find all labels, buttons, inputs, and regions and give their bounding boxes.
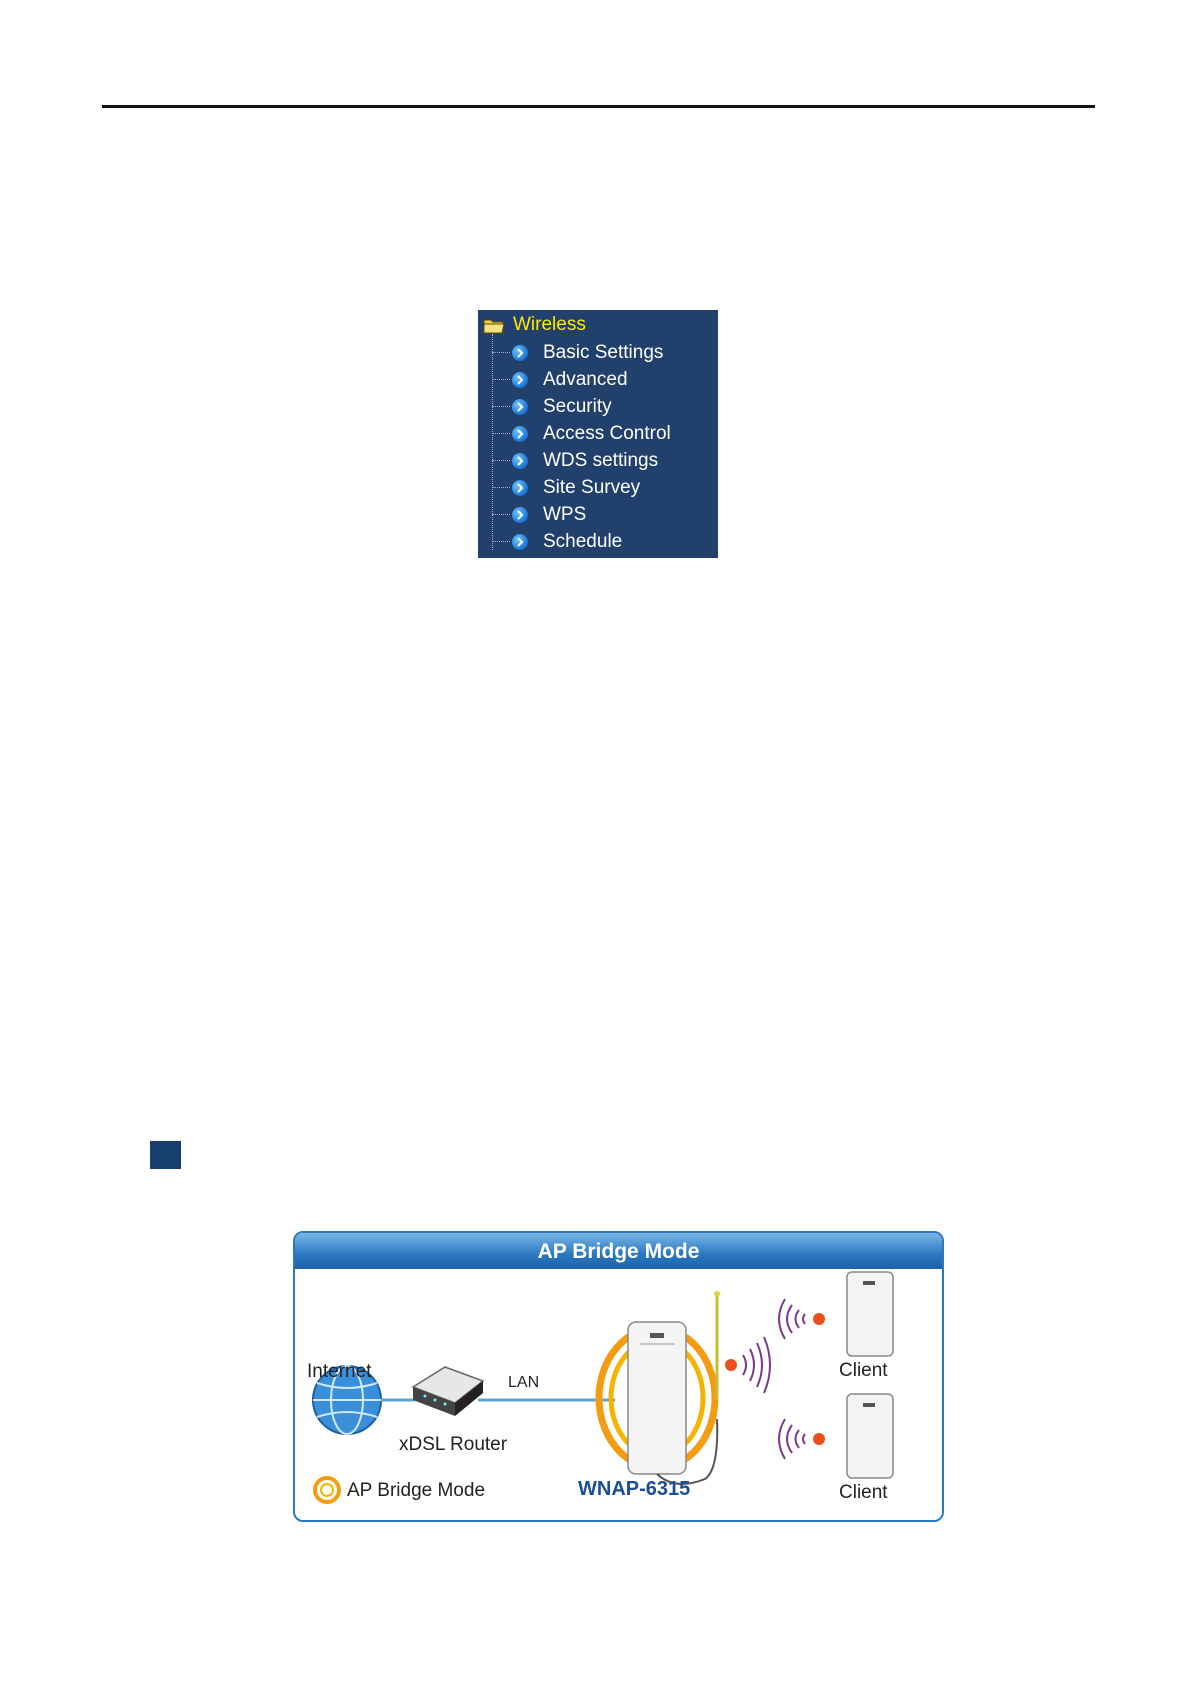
section-bullet [150,1141,181,1169]
chevron-right-icon [512,480,528,496]
menu-title-wireless[interactable] [483,313,586,337]
client-device-icon [779,1394,893,1478]
ap-bridge-diagram [293,1231,944,1522]
menu-item-label: Schedule [543,530,623,552]
chevron-right-icon [512,345,528,361]
internet-label: Internet [307,1361,372,1382]
lan-label: LAN [508,1374,540,1391]
folder-icon [483,317,505,334]
chevron-right-icon [512,372,528,388]
client-label-2: Client [839,1482,888,1503]
legend-ring-icon [315,1478,339,1502]
menu-item-schedule[interactable] [478,528,622,555]
menu-item-label: WDS settings [543,449,659,471]
menu-item-wps[interactable] [478,501,586,528]
client-device-icon [779,1272,893,1356]
menu-item-advanced[interactable] [478,366,628,393]
menu-item-label: Advanced [543,368,628,390]
client-label-1: Client [839,1360,888,1381]
chevron-right-icon [512,507,528,523]
menu-item-basic-settings[interactable] [478,339,663,366]
menu-item-access-control[interactable] [478,420,671,447]
router-icon [413,1367,483,1416]
device-model-label: WNAP-6315 [578,1478,691,1500]
diagram-title: AP Bridge Mode [295,1233,942,1269]
menu-item-label: Basic Settings [543,341,664,363]
menu-item-security[interactable] [478,393,612,420]
chevron-right-icon [512,534,528,550]
menu-title-label: Wireless [513,314,586,335]
chevron-right-icon [512,453,528,469]
legend-label: AP Bridge Mode [347,1480,486,1501]
chevron-right-icon [512,399,528,415]
menu-item-site-survey[interactable] [478,474,640,501]
chevron-right-icon [512,426,528,442]
menu-item-wds-settings[interactable] [478,447,658,474]
menu-item-label: Site Survey [543,476,641,498]
menu-item-label: Security [543,395,612,417]
wireless-signal-icon [725,1337,770,1393]
menu-item-label: WPS [543,503,587,525]
header-rule [102,105,1095,108]
access-point-icon [628,1322,686,1474]
wireless-menu [478,310,718,558]
router-label: xDSL Router [399,1434,508,1455]
menu-item-label: Access Control [543,422,671,444]
